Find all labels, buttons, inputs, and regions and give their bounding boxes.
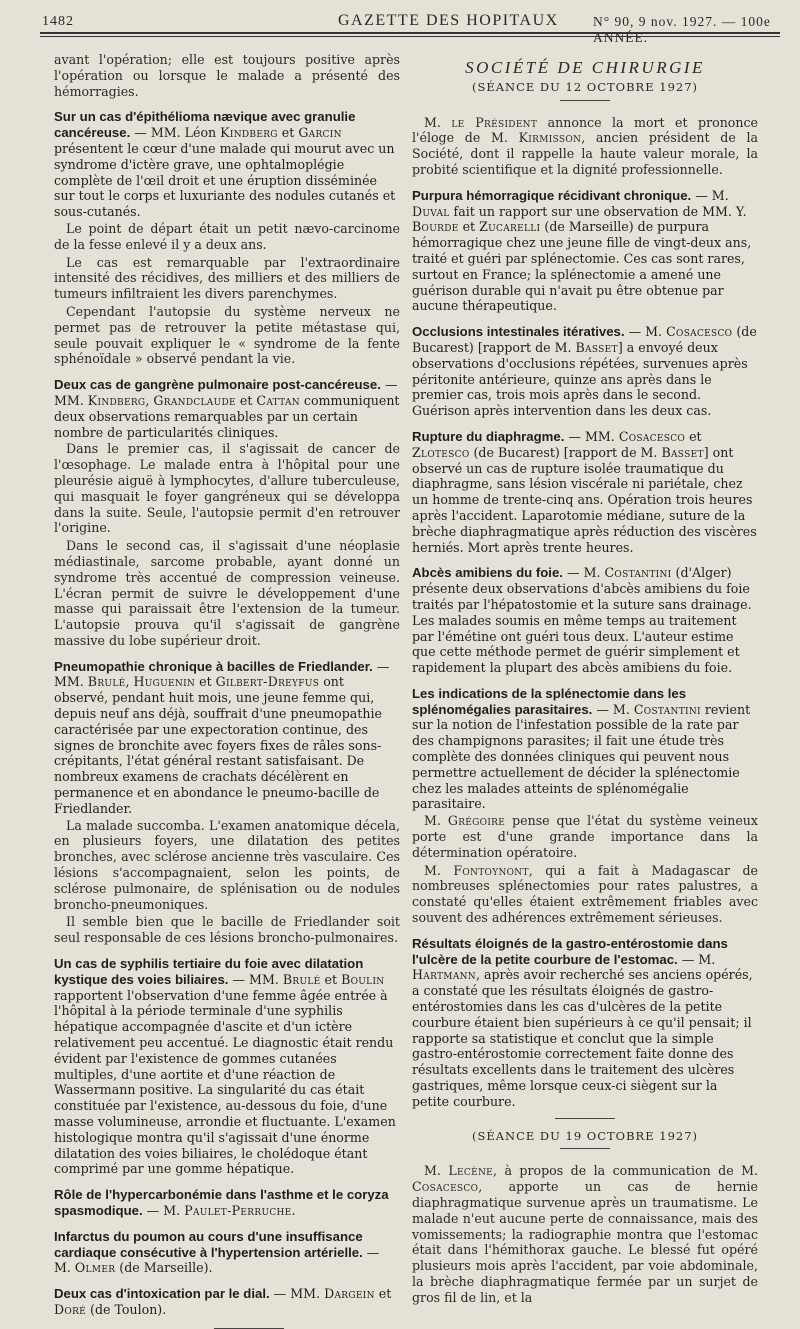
author-name: Olmer — [74, 1260, 116, 1276]
page-number: 1482 — [42, 14, 74, 29]
text-run: — MM. — [54, 377, 398, 408]
text-run: (de Marseille) de purpura hémorragique chez une jeune fille de vingt-deux ans, traité et guéri par splénectomie. Ces cas sont rares, surtout en France; la splénectomie a amené une guérison durable qui n'avait pu être obtenue par aucune thérapeutique. — [412, 219, 752, 314]
text-run: M. — [424, 813, 448, 829]
heading-text: Infarctus du poumon au cours d'une insuffisance cardiaque consécutive à l'hypertension artérielle. — [54, 1228, 363, 1260]
section-heading — [54, 1187, 400, 1219]
author-name: Costantini — [633, 701, 701, 717]
text-run: revient sur la notion de l'infestation possible de la rate par des champignons parasites; il fait une étude très complète des données cliniques qui peuvent nous permettre actuellement de décider la splénectomie chez les malades atteints de splénomégalie parasitaire. — [412, 701, 751, 812]
text-run: , ancien président de la Société, dont il rappelle la haute valeur morale, la probité scientifique et la dignité professionnelle. — [412, 130, 758, 177]
paragraph: Cependant l'autopsie du système nerveux ne permet pas de retrouver la petite métastase qui, seule pouvait expliquer le « syndrome de la fente sphénoïdale » observé pendant la vie. — [54, 303, 400, 367]
paragraph — [412, 813, 758, 860]
text-run: et — [685, 428, 702, 444]
heading-authors — [412, 952, 753, 1109]
text-run: — MM. — [269, 1286, 325, 1302]
text-run: , — [145, 392, 154, 408]
author-name: Kindberg — [87, 392, 146, 408]
heading-text: Sur un cas d'épithélioma nævique avec granulie cancéreuse. — [54, 109, 356, 141]
heading-text: Les indications de la splénectomie dans les splénomégalies parasitaires. — [412, 685, 687, 717]
author-name: Kindberg — [220, 125, 278, 141]
text-run: (de Bucarest) [rapport de M. — [412, 324, 757, 355]
author-name: Grégoire — [447, 813, 506, 829]
text-run: — MM. — [564, 428, 619, 444]
text-run: et — [235, 392, 257, 408]
text-run: M. — [424, 114, 452, 130]
intro-paragraph: avant l'opération; elle est toujours positive après l'opération ou lorsque le malade a présenté des hémorragies. — [54, 52, 400, 99]
text-run: — MM. — [228, 971, 283, 987]
text-run: ] ont observé un cas de rupture isolée traumatique du diaphragme, sans lésion viscérale ni pariétale, chez un homme de trente-cinq ans. Opération trois heures après l'accident. Laparotomie médiane, suture de la brèche diaphragmatique après réduction des viscères herniés. Mort après trente heures. — [412, 444, 757, 555]
heading-text: Occlusions intestinales itératives. — [412, 324, 625, 340]
text-run: et — [195, 674, 216, 690]
text-run: et — [320, 971, 342, 987]
author-name: Zlotesco — [412, 444, 470, 460]
text-run: , à propos de la communication de M. — [493, 1163, 758, 1179]
author-name: Kirmisson — [518, 130, 582, 146]
heading-text: Pneumopathie chronique à bacilles de Friedlander. — [54, 658, 373, 674]
text-run: ] a envoyé deux observations d'occlusions répétées, survenues après péritonite antérieure, quinze ans après dans le premier cas, trois mois après dans le second. Guérison après intervention dans les deux cas. — [412, 339, 748, 419]
header-rule-thin — [40, 36, 780, 37]
section-heading — [54, 109, 400, 220]
text-run: (de Toulon). — [86, 1301, 167, 1317]
heading-authors — [412, 565, 752, 675]
section-heading — [412, 936, 758, 1110]
author-name: Cosacesco — [666, 324, 733, 340]
text-run: , après avoir recherché ses anciens opérés, a constaté que les résultats éloignés de gastro-entérostomies dans les cas d'ulcères de la petite courbure étaient bien supérieurs à ce qu'il pensait; il rapporte sa statistique et conclut que la simple gastro-entérostomie correctement faite donne des résultats excellents dans le traitement des ulcères gastriques, même lorsque ceux-ci siègent sur la petite courbure. — [412, 967, 753, 1109]
section-heading — [54, 377, 400, 440]
text-run: — MM. — [54, 658, 390, 690]
heading-text: Abcès amibiens du foie. — [412, 565, 563, 581]
paragraph — [412, 115, 758, 178]
paragraph: Dans le second cas, il s'agissait d'une néoplasie médiastinale, sarcome probable, ayant donné un syndrome très accentué de compression veineuse. L'écran permit de suivre le développement d'une masse qui paraissait être l'extension de la tumeur. L'autopsie prouva qu'il s'agissait de gangrène massive du lobe supérieur droit. — [54, 538, 400, 648]
text-run: — M. — [691, 187, 729, 203]
paragraph: Le cas est remarquable par l'extraordinaire intensité des récidives, des milliers et des milliers de tumeurs infiltraient les divers parenchymes. — [54, 254, 400, 302]
journal-title: GAZETTE DES HOPITAUX — [338, 12, 559, 29]
author-name: Hartmann — [412, 967, 476, 983]
title-rule — [560, 100, 610, 101]
section-heading — [412, 565, 758, 676]
heading-text: Purpura hémorragique récidivant chronique. — [412, 187, 692, 203]
text-run: et — [374, 1286, 392, 1302]
heading-text: Résultats éloignés de la gastro-entérostomie dans l'ulcère de la petite courbure de l'estomac. — [412, 935, 728, 967]
session-separator — [555, 1118, 615, 1119]
section-heading — [412, 324, 758, 419]
issue-info: N° 90, 9 nov. 1927. — 100e ANNÉE. — [593, 14, 771, 45]
heading-text: Un cas de syphilis tertiaire du foie avec dilatation kystique des voies biliaires. — [54, 956, 364, 987]
paragraph — [412, 1163, 758, 1305]
section-heading — [54, 1286, 400, 1318]
text-run: annonce la mort et prononce l'éloge de M. — [412, 114, 759, 146]
heading-authors — [54, 972, 396, 1177]
author-name: Garcin — [298, 125, 342, 141]
text-run: et — [277, 125, 299, 141]
author-name: Grandclaude — [153, 392, 236, 408]
text-run: , — [125, 674, 134, 690]
text-run: , qui a fait à Madagascar de nombreuses splénectomies pour rates palustres, a constaté qu'elles étaient extrêmement friables avec souvent des adhérences extrêmement sérieuses. — [412, 862, 758, 926]
author-name: Basset — [575, 339, 618, 355]
paragraph — [412, 863, 758, 926]
title-rule — [560, 1148, 610, 1149]
header-rule-thick — [40, 32, 780, 34]
heading-authors — [412, 188, 751, 314]
author-name: le Président — [451, 114, 538, 130]
section-heading — [54, 956, 400, 1177]
author-name: Zucarelli — [479, 219, 541, 235]
author-name: Lecène — [448, 1163, 493, 1179]
section-heading — [54, 659, 400, 817]
running-header — [38, 6, 778, 45]
text-run: M. — [424, 862, 454, 878]
text-run: . — [291, 1202, 296, 1218]
text-run: — M. — [562, 565, 605, 581]
heading-text: Deux cas de gangrène pulmonaire post-cancéreuse. — [54, 377, 381, 393]
text-run: — M. — [592, 701, 634, 717]
paragraph: La malade succomba. L'examen anatomique décela, en plusieurs foyers, une dilatation des petites bronches, avec sclérose ancienne très vasculaire. Ces lésions s'accompagnaient, selon les points, de sclérose pulmonaire, de splénisation ou de nodules broncho-pneumoniques. — [54, 817, 400, 912]
heading-text: Rôle de l'hypercarbonémie dans l'asthme et le coryza spasmodique. — [54, 1187, 389, 1218]
text-run: fait un rapport sur une observation de MM. Y. — [449, 203, 747, 219]
heading-authors — [412, 429, 757, 555]
text-run: rapportent l'observation d'une femme âgée entrée à l'hôpital à la période terminale d'une syphilis hépatique accompagnée d'ascite et d'un ictère relativement peu accentué. Le diagnostic était rendu évident par l'existence de gommes cutanées multiples, d'une aortite et d'une réaction de Wassermann positive. La singularité du cas était constituée par l'existence, au-dessous du foie, d'une masse volumineuse, arrondie et fluctuante. L'examen histologique montra qu'il s'agissait d'une énorme dilatation des voies biliaires, le cholédoque étant comprimé par une gomme hépatique. — [54, 987, 396, 1177]
author-name: Cattan — [256, 392, 300, 408]
society-title: SOCIÉTÉ DE CHIRURGIE — [465, 58, 705, 77]
heading-text: Rupture du diaphragme. — [412, 428, 565, 444]
text-run: présentent le cœur d'une malade qui mourut avec un syndrome d'ictère grave, une ophtalmoplégie complète de l'œil droit et une éruption disséminée sur tout le corps et luxuriante des nodules cutanés et sous-cutanés. — [54, 140, 396, 220]
author-name: Bourde — [412, 219, 459, 235]
session-date: (SÉANCE DU 12 OCTOBRE 1927) — [471, 79, 699, 94]
section-heading — [54, 1229, 400, 1276]
heading-text: Deux cas d'intoxication par le dial. — [54, 1286, 270, 1302]
heading-authors — [143, 1203, 296, 1218]
author-name: Huguenin — [133, 674, 196, 690]
text-run: (de Bucarest) [rapport de M. — [469, 444, 662, 460]
text-run: — M. — [624, 324, 667, 340]
author-name: Brulé — [87, 674, 126, 690]
author-name: Dargein — [324, 1286, 375, 1302]
text-run: (d'Alger) présente deux observations d'abcès amibiens du foie traités par l'hépatostomie et la suture sans drainage. Les malades soumis en même temps au traitement par l'émétine ont guéri tous deux. L'auteur estime que cette méthode permet de guérir simplement et rapidement la plupart des abcès amibiens du foie. — [412, 565, 752, 676]
text-run: — MM. Léon — [130, 125, 221, 141]
author-name: Basset — [661, 444, 704, 460]
author-name: Brulé — [282, 971, 321, 987]
author-name: Fontoynont — [453, 862, 529, 878]
heading-authors — [412, 702, 750, 812]
text-run: M. — [424, 1163, 449, 1179]
author-name: Duval — [412, 203, 450, 219]
author-name: Cosacesco — [412, 1179, 479, 1195]
section-heading — [412, 686, 758, 812]
author-name: Boulin — [341, 971, 385, 987]
author-name: Paulet-Perruche — [184, 1202, 292, 1218]
text-run: et — [458, 219, 480, 235]
paragraph: Le point de départ était un petit nævo-carcinome de la fesse enlevé il y a deux ans. — [54, 220, 400, 252]
text-run: , apporte un cas de hernie diaphragmatique survenue après un traumatisme. Le malade n'eut aucune perte de connaissance, mais des vomissements; la radiographie montra que l'estomac était dans l'hémithorax gauche. Le blessé fut opéré plusieurs mois après l'accident, par voie abdominale, la brèche diaphragmatique fermée par un surjet de gros fil de lin, et la — [412, 1179, 758, 1305]
author-name: Costantini — [604, 565, 672, 581]
paragraph: Dans le premier cas, il s'agissait de cancer de l'œsophage. Le malade entra à l'hôpital pour une pleurésie aiguë à lymphocytes, d'allure tuberculeuse, qui masquait le foyer gangréneux qui se développa dans la suite. Seule, l'autopsie permit d'en retrouver l'origine. — [54, 441, 400, 536]
heading-authors — [54, 659, 389, 816]
session-date: (SÉANCE DU 19 OCTOBRE 1927) — [471, 1128, 699, 1143]
text-run: pense que l'état du système veineux porte est d'une grande importance dans la détermination opératoire. — [412, 813, 758, 860]
author-name: Doré — [54, 1301, 87, 1317]
paragraph: Il semble bien que le bacille de Friedlander soit seul responsable de ces lésions broncho-pulmonaires. — [54, 914, 400, 946]
text-run: ont observé, pendant huit mois, une jeune femme qui, depuis neuf ans déjà, souffrait d'une pneumopathie caractérisée par une expectoration continue, des signes de bronchite avec foyers fixes de râles sons-crépitants, l'état général restant satisfaisant. De nombreux examens de crachats décélèrent en permanence et en abondance le pneumo-bacille de Friedlander. — [54, 674, 382, 816]
section-heading — [412, 188, 758, 314]
author-name: Cosacesco — [618, 428, 686, 444]
text-run: communiquent deux observations remarquables par un certain nombre de particularités cliniques. — [54, 392, 400, 440]
author-name: Gilbert-Dreyfus — [215, 674, 320, 690]
text-run: — M. — [142, 1202, 185, 1218]
right-column — [412, 52, 758, 1308]
left-column — [54, 52, 400, 1329]
text-run: (de Marseille). — [115, 1260, 213, 1276]
text-run: — M. — [54, 1244, 380, 1276]
text-run: — M. — [677, 951, 716, 967]
section-heading — [412, 429, 758, 555]
